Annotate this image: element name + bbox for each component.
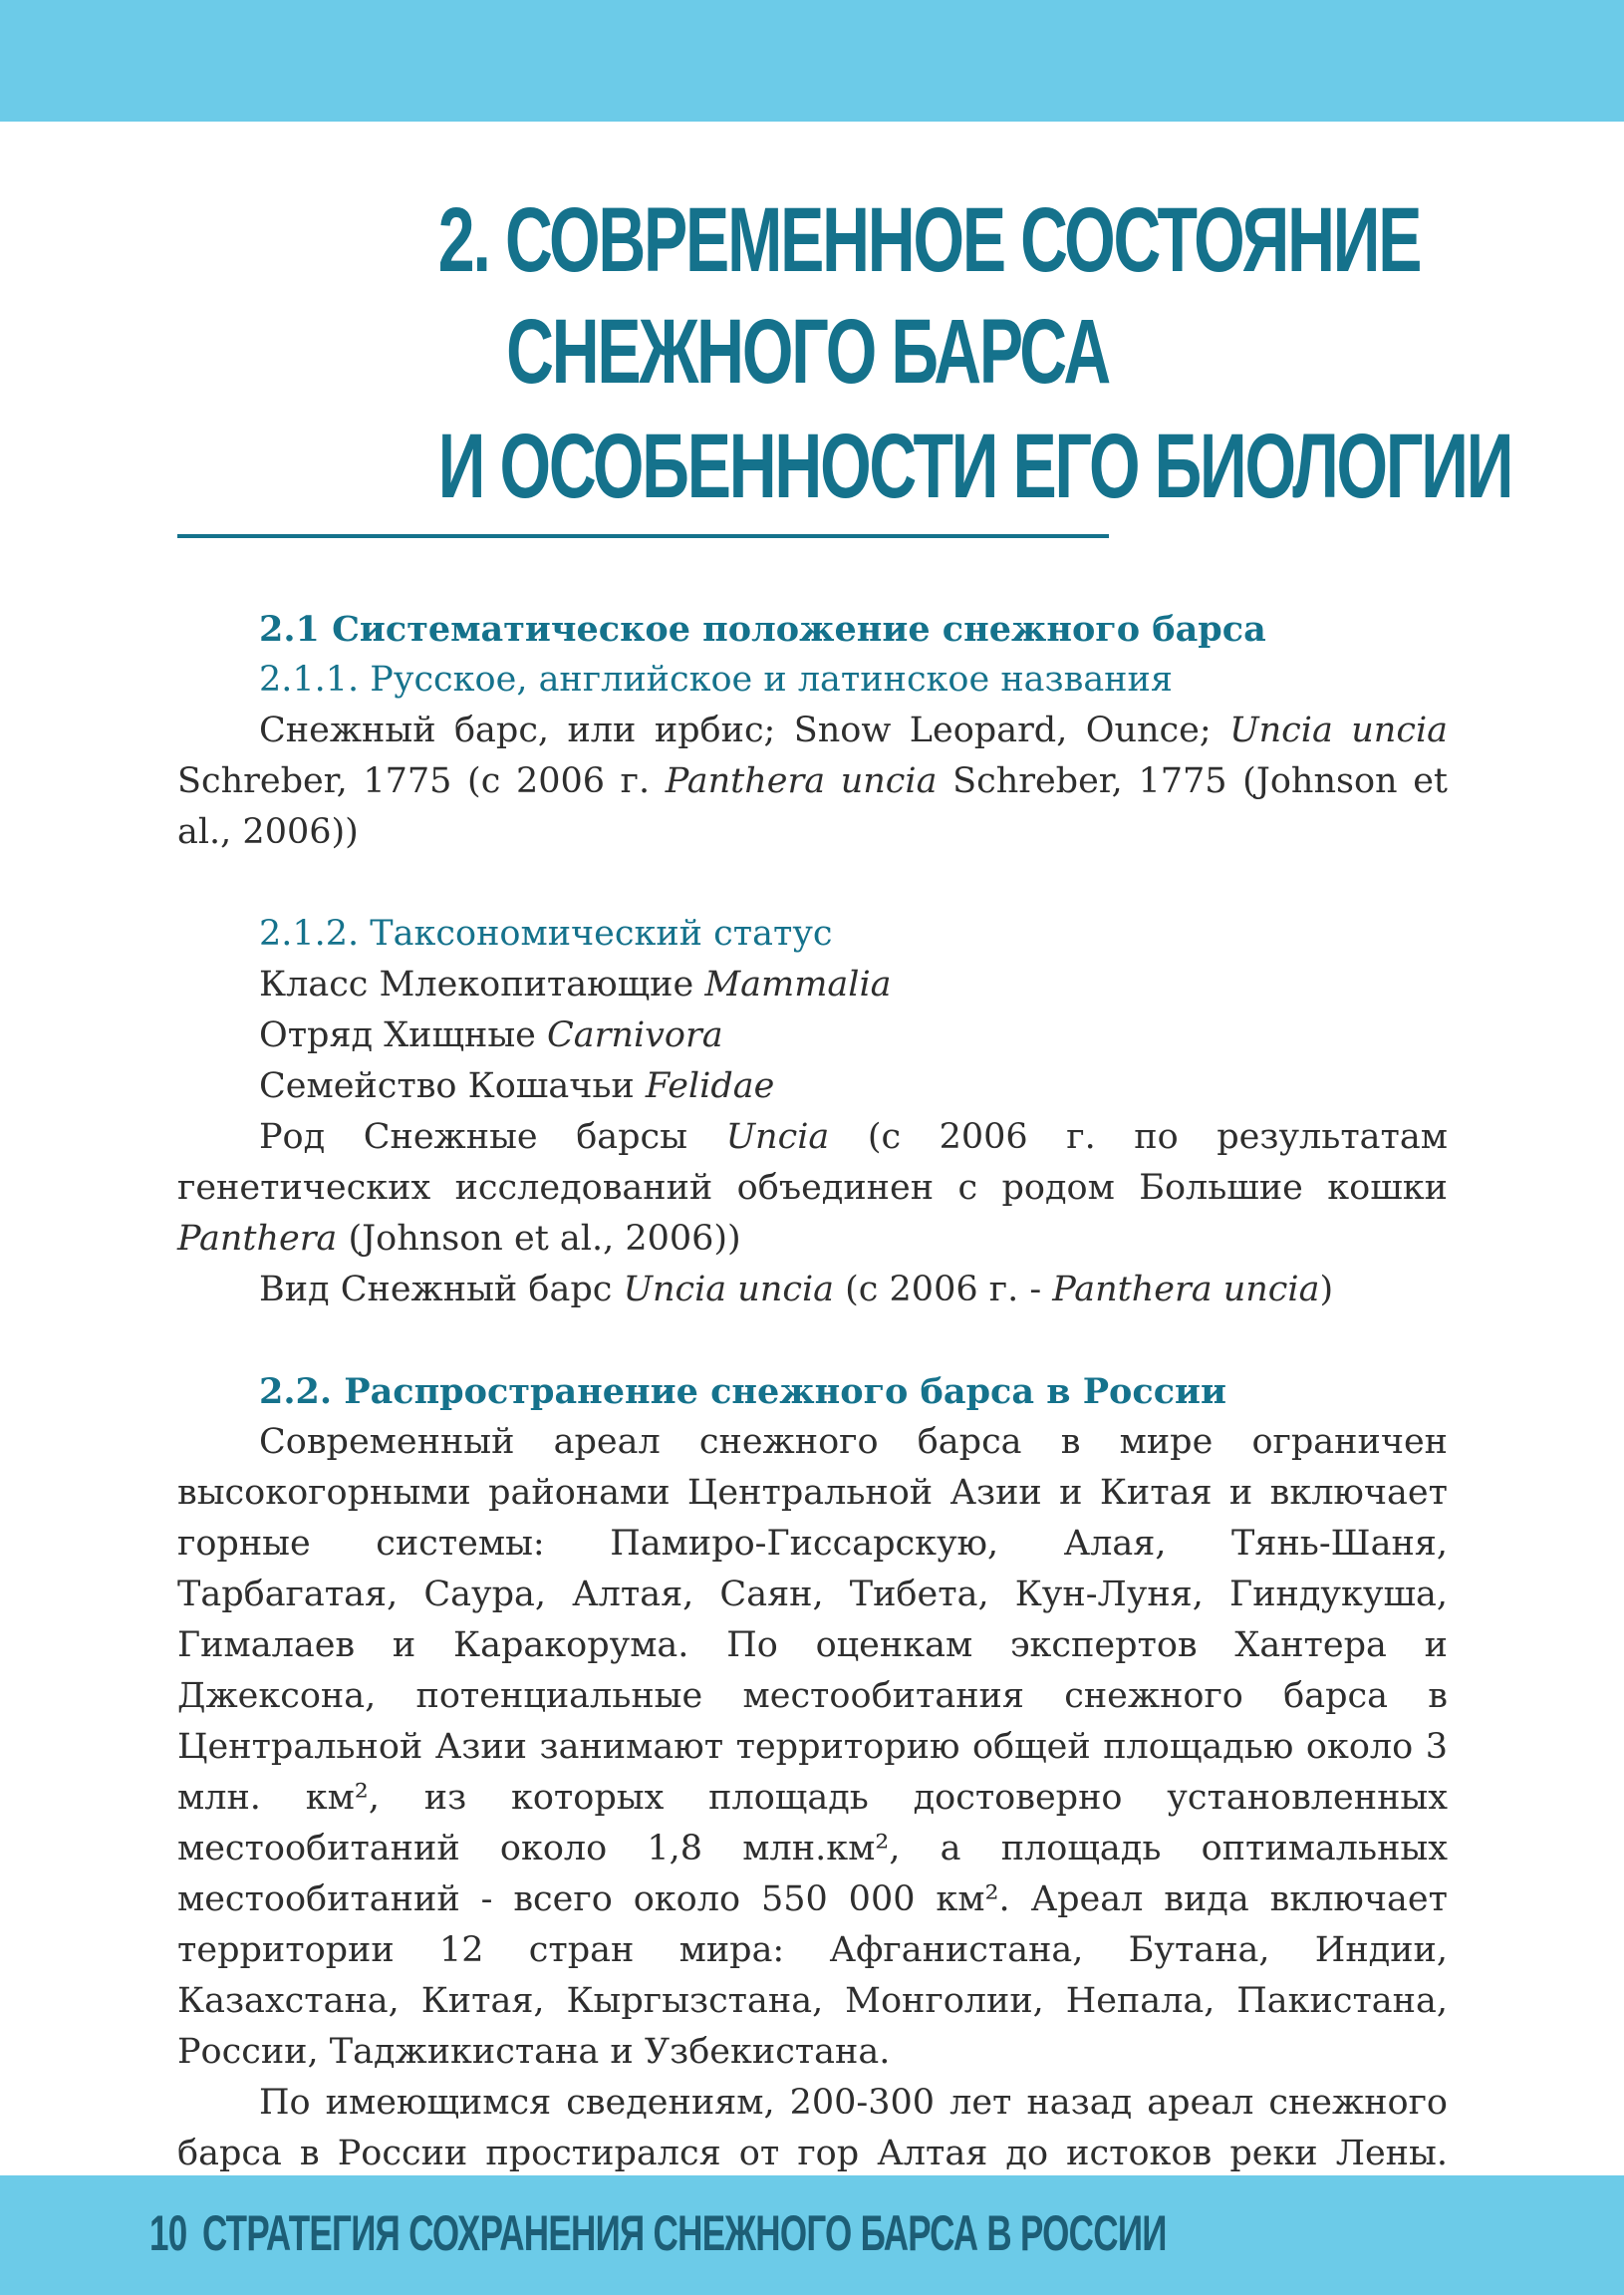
names-latin-2: Panthera uncia [665, 761, 938, 801]
names-text-2: Schreber, 1775 (с 2006 г. [177, 761, 666, 801]
genus-latin-2: Panthera [177, 1219, 338, 1259]
taxon-class [177, 960, 1448, 1010]
section-2-1-heading: 2.1 Систематическое положение снежного барса [259, 609, 1266, 650]
page-body [177, 604, 1448, 2230]
species-text-2: (с 2006 г. - [834, 1270, 1053, 1309]
chapter-title-line-3: И ОСОБЕННОСТИ ЕГО БИОЛОГИИ [437, 416, 1512, 517]
distribution-paragraph-1: Современный ареал снежного барса в мире ограничен высокогорными районами Центральной Азии и Китая и включает горные системы: Памиро-Гиссарскую, Алая, Тянь-Шаня, Тарбагатая, Саура, Алтая, Саян, Тибета, Кун-Луня, Гиндукуша, Гималаев и Каракорума. По оценкам экспертов Хантера и Джексона, потенциальные местообитания снежного барса в Центральной Азии занимают территорию общей площадью около 3 млн. км², из которых площадь достоверно установленных местообитаний около 1,8 млн.км², а площадь оптимальных местообитаний - всего около 550 000 км². Ареал вида включает территории 12 стран мира: Афганистана, Бутана, Индии, Казахстана, Китая, Кыргызстана, Монголии, Непала, Пакистана, России, Таджикистана и Узбекистана. [177, 1422, 1448, 2072]
taxon-family-latin: Felidae [645, 1066, 775, 1106]
genus-text-2: (с 2006 г. по результатам генетических исследований объединен с родом Большие кошки [177, 1117, 1449, 1208]
genus-text-1: Род Снежные барсы [259, 1117, 726, 1157]
species-latin-1: Uncia uncia [623, 1270, 835, 1309]
chapter-title-line-1: 2. СОВРЕМЕННОЕ СОСТОЯНИЕ [437, 189, 1421, 291]
page-number: 10 [149, 2205, 187, 2261]
species-text-3: ) [1319, 1270, 1334, 1309]
taxon-genus [177, 1112, 1448, 1265]
names-text-1: Снежный барс, или ирбис; Snow Leopard, Ounce; [259, 711, 1230, 750]
genus-text-3: (Johnson et al., 2006)) [337, 1219, 741, 1259]
title-underline [177, 534, 1109, 538]
taxon-family [177, 1061, 1448, 1112]
section-2-1-1-heading: 2.1.1. Русское, английское и латинское названия [259, 660, 1173, 700]
top-color-band [0, 0, 1624, 122]
taxon-family-label: Семейство Кошачьи [259, 1066, 646, 1106]
genus-latin-1: Uncia [725, 1117, 830, 1157]
section-2-1-2-heading: 2.1.2. Таксономический статус [259, 914, 833, 954]
taxon-order [177, 1010, 1448, 1061]
species-latin-2: Panthera uncia [1052, 1270, 1320, 1309]
taxon-class-label: Класс Млекопитающие [259, 965, 705, 1004]
taxon-class-latin: Mammalia [704, 965, 892, 1004]
species-text-1: Вид Снежный барс [259, 1270, 624, 1309]
running-footer [149, 2205, 1182, 2261]
names-latin-1: Uncia uncia [1229, 711, 1448, 750]
distribution-paragraph-2: По имеющимся сведениям, 200-300 лет назад ареал снежного барса в России простирался от гор Алтая до истоков реки Лены. [177, 2083, 1448, 2173]
names-text-3: Schreber, 1775 (Johnson et al., 2006)) [177, 761, 1448, 852]
section-2-2-heading: 2.2. Распространение снежного барса в России [259, 1371, 1226, 1412]
taxon-species [177, 1265, 1448, 1315]
spacer [177, 1315, 1448, 1366]
taxon-order-latin: Carnivora [547, 1015, 723, 1055]
chapter-title-line-2: СНЕЖНОГО БАРСА [506, 301, 1109, 403]
footer-title: СТРАТЕГИЯ СОХРАНЕНИЯ СНЕЖНОГО БАРСА В РОССИИ [201, 2205, 1167, 2261]
species-names-paragraph [177, 706, 1448, 858]
spacer [177, 858, 1448, 909]
taxon-order-label: Отряд Хищные [259, 1015, 548, 1055]
